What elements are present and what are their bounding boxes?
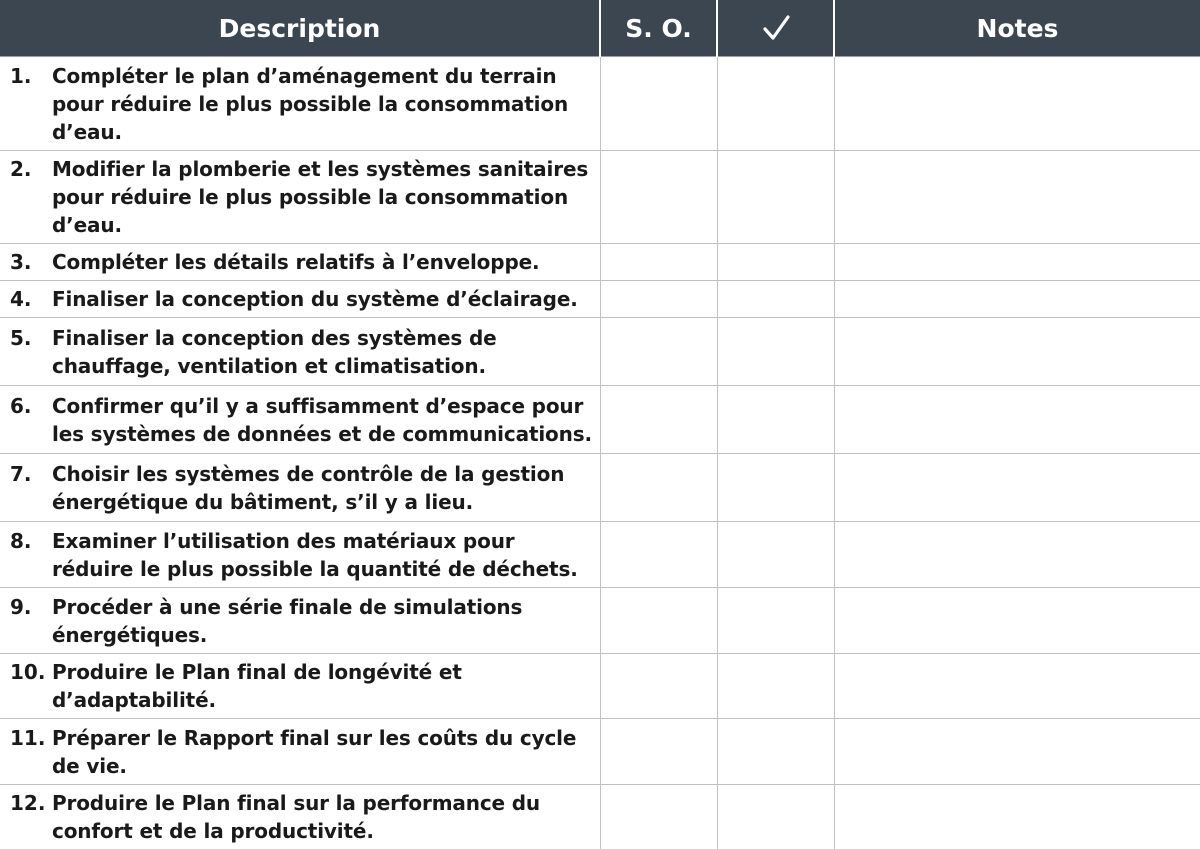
description-cell	[0, 654, 600, 719]
check-cell[interactable]	[717, 588, 834, 654]
table-row	[0, 386, 1200, 454]
notes-cell[interactable]	[834, 57, 1200, 151]
table-row	[0, 785, 1200, 849]
header-description: Description	[0, 0, 600, 57]
so-cell[interactable]	[600, 318, 717, 386]
header-row	[0, 0, 1200, 57]
item-number: 3.	[10, 250, 32, 274]
item-number: 6.	[10, 393, 32, 418]
so-cell[interactable]	[600, 588, 717, 654]
description-cell	[0, 244, 600, 281]
table-row	[0, 244, 1200, 281]
check-cell[interactable]	[717, 386, 834, 454]
so-cell[interactable]	[600, 281, 717, 318]
notes-cell[interactable]	[834, 654, 1200, 719]
so-cell[interactable]	[600, 386, 717, 454]
description-cell	[0, 281, 600, 318]
so-cell[interactable]	[600, 151, 717, 244]
notes-cell[interactable]	[834, 454, 1200, 522]
description-cell	[0, 522, 600, 588]
description-cell	[0, 454, 600, 522]
item-number: 7.	[10, 461, 32, 486]
table-row	[0, 719, 1200, 785]
description-cell	[0, 785, 600, 849]
so-cell[interactable]	[600, 654, 717, 719]
table-row	[0, 318, 1200, 386]
notes-cell[interactable]	[834, 281, 1200, 318]
check-cell[interactable]	[717, 57, 834, 151]
notes-cell[interactable]	[834, 522, 1200, 588]
table-row	[0, 281, 1200, 318]
item-number: 2.	[10, 157, 32, 181]
check-cell[interactable]	[717, 244, 834, 281]
check-cell[interactable]	[717, 454, 834, 522]
checkmark-icon	[761, 13, 791, 43]
item-number: 12.	[10, 790, 46, 815]
so-cell[interactable]	[600, 244, 717, 281]
item-text: Examiner l’utilisation des matériaux pour réduire le plus possible la quantité de déchets.	[52, 528, 578, 581]
header-notes: Notes	[834, 0, 1200, 57]
item-text: Finaliser la conception du système d’éclairage.	[52, 287, 578, 311]
item-number: 1.	[10, 63, 32, 88]
notes-cell[interactable]	[834, 244, 1200, 281]
check-cell[interactable]	[717, 281, 834, 318]
header-so: S. O.	[600, 0, 717, 57]
table-row	[0, 454, 1200, 522]
description-cell	[0, 151, 600, 244]
item-number: 10.	[10, 660, 46, 684]
notes-cell[interactable]	[834, 386, 1200, 454]
item-text: Finaliser la conception des systèmes de chauffage, ventilation et climatisation.	[52, 325, 497, 378]
table-row	[0, 588, 1200, 654]
item-text: Préparer le Rapport final sur les coûts du cycle de vie.	[52, 725, 577, 778]
table-row	[0, 57, 1200, 151]
so-cell[interactable]	[600, 785, 717, 849]
item-text: Compléter le plan d’aménagement du terrain pour réduire le plus possible la consommation d’eau.	[52, 63, 569, 144]
item-number: 8.	[10, 528, 32, 553]
item-number: 11.	[10, 725, 46, 750]
so-cell[interactable]	[600, 522, 717, 588]
item-text: Choisir les systèmes de contrôle de la gestion énergétique du bâtiment, s’il y a lieu.	[52, 461, 565, 514]
check-cell[interactable]	[717, 785, 834, 849]
item-text: Produire le Plan final de longévité et d’adaptabilité.	[52, 660, 462, 712]
check-cell[interactable]	[717, 522, 834, 588]
check-cell[interactable]	[717, 151, 834, 244]
check-cell[interactable]	[717, 654, 834, 719]
item-text: Confirmer qu’il y a suffisamment d’espace pour les systèmes de données et de communications.	[52, 393, 592, 446]
notes-cell[interactable]	[834, 588, 1200, 654]
item-number: 4.	[10, 287, 32, 311]
so-cell[interactable]	[600, 719, 717, 785]
item-number: 5.	[10, 325, 32, 350]
item-number: 9.	[10, 594, 32, 619]
table-row	[0, 151, 1200, 244]
notes-cell[interactable]	[834, 785, 1200, 849]
notes-cell[interactable]	[834, 151, 1200, 244]
item-text: Produire le Plan final sur la performance du confort et de la productivité.	[52, 790, 541, 843]
description-cell	[0, 386, 600, 454]
table-row	[0, 522, 1200, 588]
description-cell	[0, 57, 600, 151]
so-cell[interactable]	[600, 454, 717, 522]
description-cell	[0, 719, 600, 785]
table-row	[0, 654, 1200, 719]
item-text: Compléter les détails relatifs à l’enveloppe.	[52, 250, 540, 274]
notes-cell[interactable]	[834, 318, 1200, 386]
notes-cell[interactable]	[834, 719, 1200, 785]
check-cell[interactable]	[717, 318, 834, 386]
so-cell[interactable]	[600, 57, 717, 151]
item-text: Procéder à une série finale de simulations énergétiques.	[52, 594, 523, 647]
header-check	[717, 0, 834, 57]
item-text: Modifier la plomberie et les systèmes sanitaires pour réduire le plus possible la consommation d’eau.	[52, 157, 589, 237]
description-cell	[0, 318, 600, 386]
check-cell[interactable]	[717, 719, 834, 785]
description-cell	[0, 588, 600, 654]
